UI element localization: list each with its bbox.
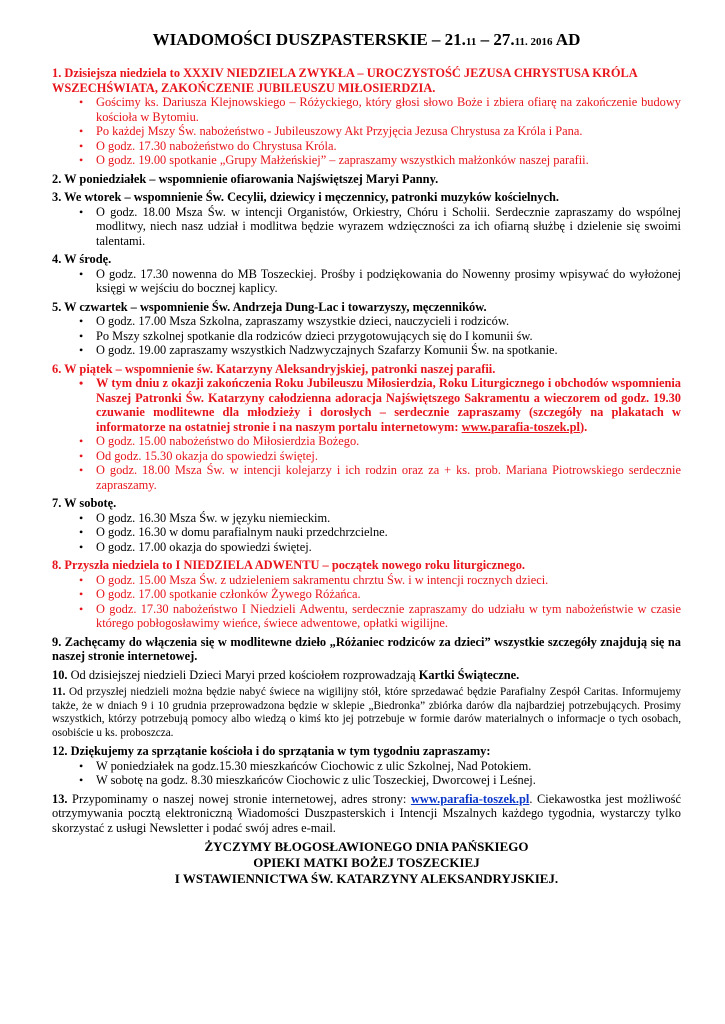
list-item: • W sobotę na godz. 8.30 mieszkańców Ciochowic z ulic Toszeckiej, Dworcowej i Leśnej. <box>96 773 681 788</box>
section-4-heading: 4. W środę. <box>52 252 112 266</box>
list-item: • O godz. 18.00 Msza Św. w intencji kolejarzy i ich rodzin oraz za + ks. prob. Mariana Piotrowskiego serdecznie zapraszamy. <box>96 463 681 492</box>
section-8-list <box>52 573 681 631</box>
parish-website-text: www.parafia-toszek.pl <box>461 419 580 434</box>
section-3 <box>52 190 681 248</box>
section-5-heading: 5. W czwartek – wspomnienie Św. Andrzeja Dung-Lac i towarzyszy, męczenników. <box>52 299 487 314</box>
list-item: • O godz. 17.30 nabożeństwo I Niedzieli Adwentu, serdecznie zapraszamy do udziału w tym nabożeństwie w czasie którego pobłogosławimy wieńce, świece adwentowe, opłatki wigilijne. <box>96 602 681 631</box>
list-item: • O godz. 17.00 Msza Szkolna, zapraszamy wszystkie dzieci, nauczycieli i rodziców. <box>96 314 681 329</box>
section-8 <box>52 558 681 631</box>
section-7-heading: 7. W sobotę. <box>52 496 117 510</box>
list-item: • O godz. 19.00 zapraszamy wszystkich Nadzwyczajnych Szafarzy Komunii Św. na spotkanie. <box>96 343 681 358</box>
list-item: • Od godz. 15.30 okazja do spowiedzi świętej. <box>96 449 681 464</box>
section-7 <box>52 496 681 554</box>
list-item: • O godz. 17.00 spotkanie członków Żywego Różańca. <box>96 587 681 602</box>
section-6-heading: 6. W piątek – wspomnienie św. Katarzyny Aleksandryjskiej, patronki naszej parafii. <box>52 361 496 376</box>
section-6 <box>52 362 681 493</box>
section-1-heading: 1. Dzisiejsza niedziela to XXXIV NIEDZIELA ZWYKŁA – UROCZYSTOŚĆ JEZUSA CHRYSTUSA KRÓLA WSZECHŚWIATA, ZAKOŃCZENIE JUBILEUSZU MIŁOSIERDZIA. <box>52 66 637 95</box>
list-item: • Gościmy ks. Dariusza Klejnowskiego – Różyckiego, który głosi słowo Boże i zbiera ofiarę na zakończenie budowy kościoła w Bytomiu. <box>96 95 681 124</box>
list-item: • O godz. 17.30 nowenna do MB Toszeckiej. Prośby i podziękowania do Nowenny prosimy wpisywać do wyłożonej księgi w wejściu do bocznej kaplicy. <box>96 267 681 296</box>
list-item: • O godz. 18.00 Msza Św. w intencji Organistów, Orkiestry, Chóru i Scholii. Serdecznie zapraszamy do wspólnej modlitwy, niech nasz udział i modlitwa będzie wyrazem wdzięczności za ich ofiarną służbę i dzielenie się swoimi talentami. <box>96 205 681 249</box>
closing-blessing: ŻYCZYMY BŁOGOSŁAWIONEGO DNIA PAŃSKIEGO OPIEKI MATKI BOŻEJ TOSZECKIEJ I WSTAWIENNICTWA ŚW. KATARZYNY ALEKSANDRYJSKIEJ. <box>174 839 559 886</box>
list-item: • W tym dniu z okazji zakończenia Roku Jubileuszu Miłosierdzia, Roku Liturgicznego i obchodów wspomnienia Naszej Patronki Św. Katarzyny całodzienna adoracja Najświętszego Sakramentu a wieczorem od godz. 19.30 czuwanie modlitewne dla młodzieży i dorosłych – serdecznie zapraszamy (szczegóły na plakatach w informatorze na ostatniej stronie i na naszym portalu internetowym: www.parafia-toszek.pl). <box>96 376 681 434</box>
section-5 <box>52 300 681 358</box>
section-12 <box>52 744 681 788</box>
section-10: 10. Od dzisiejszej niedzieli Dzieci Maryi przed kościołem rozprowadzają Kartki Świąteczne. <box>52 667 520 682</box>
section-13: 13. Przypominamy o naszej nowej stronie internetowej, adres strony: www.parafia-toszek.pl. Ciekawostka jest możliwość otrzymywania pocztą elektroniczną Wiadomości Duszpasterskich i Intencji Mszalnych każdego tygodnia, wystarczy tylko skorzystać z usługi Newsletter i podać swój adres e-mail. <box>52 791 681 835</box>
section-4-list <box>52 267 681 296</box>
list-item: • O godz. 15.00 nabożeństwo do Miłosierdzia Bożego. <box>96 434 681 449</box>
list-item: • O godz. 17.00 okazja do spowiedzi świętej. <box>96 540 681 555</box>
list-item: • O godz. 16.30 Msza Św. w języku niemieckim. <box>96 511 681 526</box>
section-8-heading: 8. Przyszła niedziela to I NIEDZIELA ADWENTU – początek nowego roku liturgicznego. <box>52 558 526 572</box>
section-12-list <box>52 759 681 788</box>
list-item: • O godz. 19.00 spotkanie „Grupy Małżeńskiej” – zapraszamy wszystkich małżonków naszej parafii. <box>96 153 681 168</box>
section-3-heading: 3. We wtorek – wspomnienie Św. Cecylii, dziewicy i męczennicy, patronki muzyków kościelnych. <box>52 190 559 204</box>
section-7-list <box>52 511 681 555</box>
section-1-list <box>52 95 681 168</box>
list-item: • O godz. 17.30 nabożeństwo do Chrystusa Króla. <box>96 139 681 154</box>
section-1 <box>52 66 681 168</box>
page-title: WIADOMOŚCI DUSZPASTERSKIE – 21.11 – 27.11. 2016 AD <box>152 30 581 49</box>
section-12-heading: 12. Dziękujemy za sprzątanie kościoła i do sprzątania w tym tygodniu zapraszamy: <box>52 744 491 758</box>
section-6-list <box>52 376 681 492</box>
list-item: • Po Mszy szkolnej spotkanie dla rodziców dzieci przygotowujących się do I komunii św. <box>96 329 681 344</box>
section-3-list <box>52 205 681 249</box>
section-5-list <box>52 314 681 358</box>
parish-website-link[interactable]: www.parafia-toszek.pl <box>410 791 530 806</box>
section-11: 11. Od przyszłej niedzieli można będzie nabyć świece na wigilijny stół, które sprzedawać będzie Parafialny Zespół Caritas. Informujemy także, że w dniach 9 i 10 grudnia przeprowadzona będzie w sklepie „Biedronka” zbiórka darów dla najbardziej potrzebujących. Prosimy wszystkich, którzy potrzebują pomocy albo wiedzą o kimś kto jej potrzebuje w formie darów materialnych o informacje o tych osobach, osobiście u ks. proboszcza. <box>52 686 681 739</box>
list-item: • Po każdej Mszy Św. nabożeństwo - Jubileuszowy Akt Przyjęcia Jezusa Chrystusa za Króla i Pana. <box>96 124 681 139</box>
list-item: • O godz. 15.00 Msza Św. z udzieleniem sakramentu chrztu Św. i w intencji rocznych dzieci. <box>96 573 681 588</box>
list-item: • O godz. 16.30 w domu parafialnym nauki przedchrzcielne. <box>96 525 681 540</box>
section-4 <box>52 252 681 296</box>
section-2-heading: 2. W poniedziałek – wspomnienie ofiarowania Najświętszej Maryi Panny. <box>52 171 439 186</box>
list-item: • W poniedziałek na godz.15.30 mieszkańców Ciochowic z ulic Szkolnej, Nad Potokiem. <box>96 759 681 774</box>
section-9: 9. Zachęcamy do włączenia się w modlitewne dzieło „Różaniec rodziców za dzieci” wszystkie szczegóły znajdują się na naszej stronie internetowej. <box>52 634 681 663</box>
